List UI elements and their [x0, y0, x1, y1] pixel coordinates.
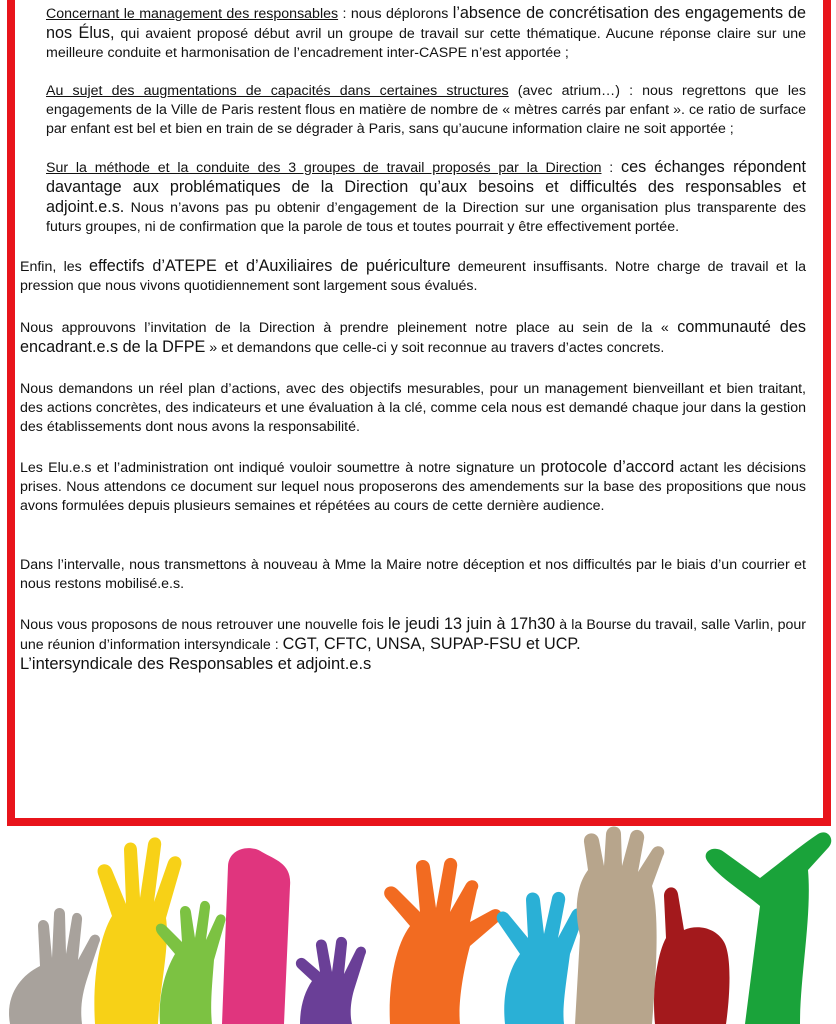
purple-hand: [296, 937, 366, 1024]
green-hand-left: [156, 901, 226, 1024]
heading-management: Concernant le management des responsables: [46, 6, 339, 22]
paragraph-methode: [20, 158, 806, 237]
paragraph-protocole: [20, 458, 806, 516]
text: qui avaient proposé début avril un groupe de travail sur cette thématique. Aucune réponse claire sur une meilleure conduite et harmonisation de l’encadrement inter-CASPE n’est apportée ;: [46, 26, 806, 61]
heading-capacites: Au sujet des augmentations de capacités dans certaines structures: [46, 83, 509, 99]
emphasis: l’absence de concrétisation des engagements de nos Élus,: [46, 4, 807, 42]
text: demeurent insuffisants. Notre charge de travail et la pression que nous vivons quotidiennement sont largement sous évalués.: [20, 259, 806, 294]
text: actant les décisions prises. Nous attendons ce document sur lequel nous proposerons des amendements sur la base des propositions que nous avons formulées depuis plusieurs semaines et répétées au cours de cette dernière audience.: [20, 460, 807, 514]
paragraph-capacites: [20, 82, 806, 139]
emphasis: communauté des encadrant.e.s de la DFPE: [20, 318, 806, 356]
paragraph-plan-actions: [20, 380, 806, 437]
text: (avec atrium…) : nous regrettons que les engagements de la Ville de Paris restent flous en matière de nombre de « mètres carrés par enfant ». ce ratio de surface par enfant est bel et bien en train de se dégrader à Paris, sans qu’aucune information claire ne soit apportée ;: [46, 83, 806, 137]
heading-methode: Sur la méthode et la conduite des 3 groupes de travail proposés par la Direction: [46, 160, 602, 176]
text: Enfin, les: [20, 259, 89, 275]
emphasis: protocole d’accord: [540, 458, 675, 476]
text: Dans l’intervalle, nous transmettons à nouveau à Mme la Maire notre déception et nos difficultés par le biais d’un courrier et nous restons mobilisé.e.s.: [20, 557, 806, 592]
text: Nous n’avons pas pu obtenir d’engagement de la Direction sur une organisation plus transparente des futurs groupes, ni de confirmation que la parole de tous et toutes pourrait y être effectivement portée.: [46, 200, 806, 235]
orange-hand: [384, 858, 502, 1024]
paragraph-communaute: [20, 318, 806, 358]
paragraph-intervalle: [20, 556, 806, 594]
emphasis: CGT, CFTC, UNSA, SUPAP-FSU et UCP.: [282, 635, 581, 653]
signature: L’intersyndicale des Responsables et adjoint.e.s: [20, 655, 372, 673]
text: Nous approuvons l’invitation de la Direction à prendre pleinement notre place au sein de la «: [20, 320, 678, 336]
cyan-hand: [497, 892, 585, 1024]
emphasis: le jeudi 13 juin à 17h30: [387, 615, 556, 633]
text: : nous déplorons: [338, 6, 453, 22]
letter-body: [20, 4, 806, 674]
pink-hand: [222, 848, 290, 1024]
text: Nous demandons un réel plan d’actions, avec des objectifs mesurables, pour un management bienveillant et bien traitant, des actions concrètes, des indicateurs et une évaluation à la clé, comme cela nous est demandé chaque jour dans la gestion des établissements dont nous avons la responsabilité.: [20, 381, 806, 435]
dark-red-hand: [654, 887, 729, 1024]
text: à la Bourse du travail, salle Varlin, pour une réunion d’information intersyndicale :: [20, 617, 806, 653]
emphasis: ces échanges répondent davantage aux problématiques de la Direction qu’aux besoins et difficultés des responsables et adjoint.e.s.: [46, 158, 807, 216]
emphasis: effectifs d’ATEPE et d’Auxiliaires de puériculture: [89, 257, 451, 275]
paragraph-effectifs: [20, 257, 806, 296]
paragraph-reunion: [20, 615, 806, 655]
text: Nous vous proposons de nous retrouver une nouvelle fois: [20, 617, 388, 633]
grey-hand-left: [9, 908, 100, 1024]
taupe-hand: [575, 827, 664, 1024]
paragraph-management: [20, 4, 806, 63]
text: » et demandons que celle-ci y soit reconnue au travers d’actes concrets.: [205, 340, 665, 356]
raised-hands-illustration: [0, 826, 836, 1024]
text: Les Elu.e.s et l’administration ont indiqué vouloir soumettre à notre signature un: [20, 460, 541, 476]
text: :: [601, 160, 622, 176]
